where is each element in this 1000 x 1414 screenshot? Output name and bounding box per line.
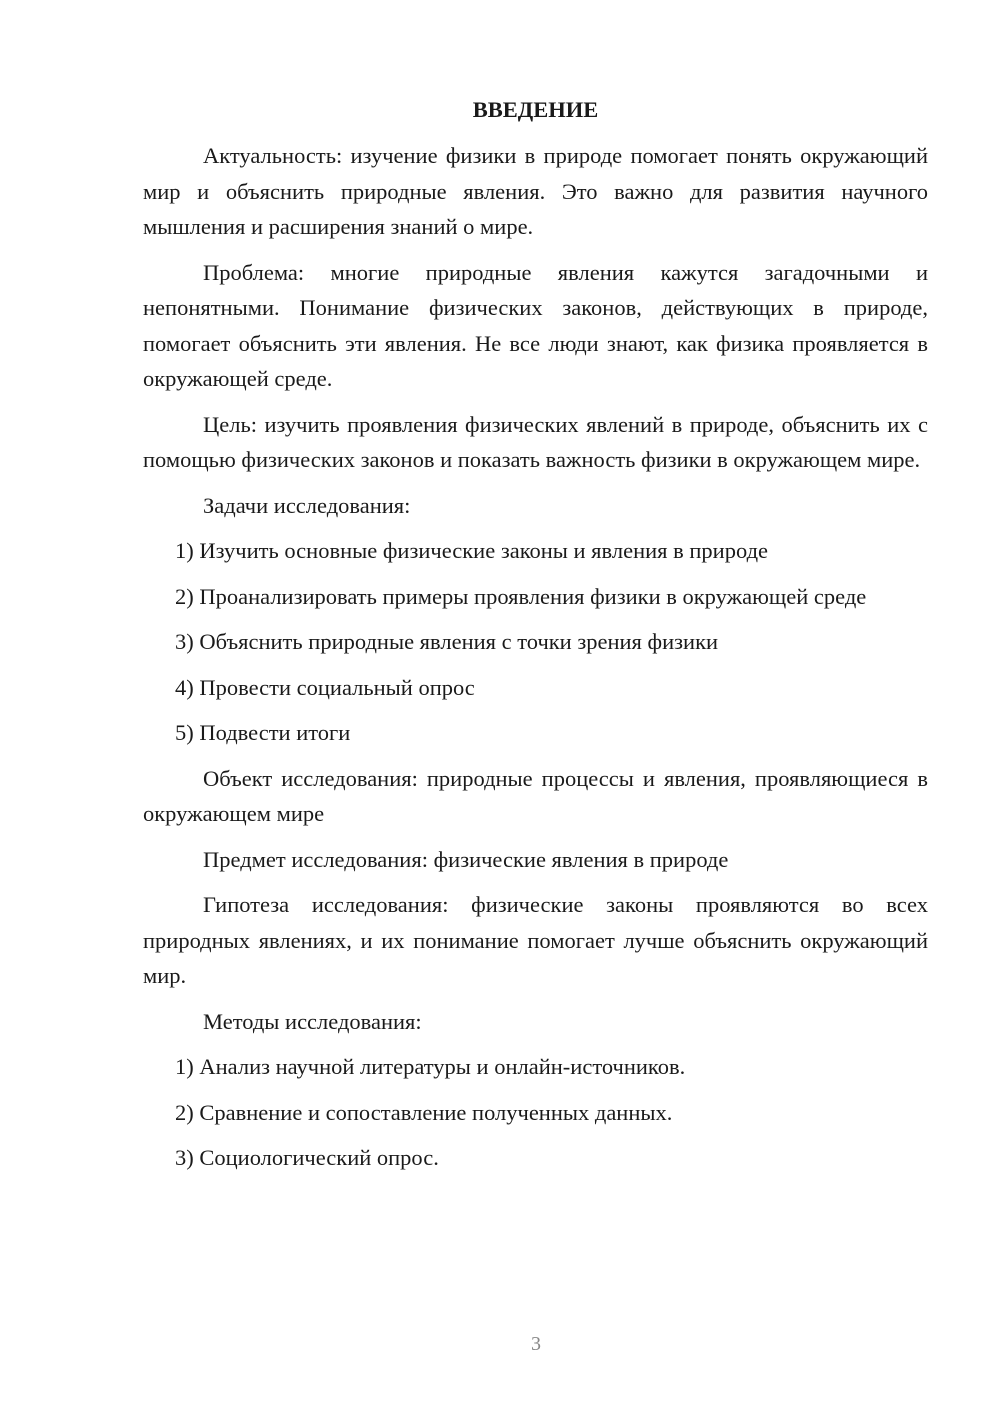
document-body [143, 92, 928, 1186]
page-number: 3 [531, 1333, 541, 1355]
section-title: ВВЕДЕНИЕ [472, 97, 599, 122]
methods-heading: Методы исследования: [203, 1008, 422, 1034]
paragraph-relevance: Актуальность: изучение физики в природе помогает понять окружающий мир и объяснить природные явления. Это важно для развития научного мышления и расширения знаний о мире. [143, 143, 928, 239]
tasks-heading: Задачи исследования: [203, 492, 411, 518]
paragraph-subject: Предмет исследования: физические явления в природе [203, 846, 729, 872]
task-item: 1) Изучить основные физические законы и явления в природе [175, 538, 768, 563]
paragraph-object: Объект исследования: природные процессы и явления, проявляющиеся в окружающем мире [143, 765, 928, 826]
method-item: 3) Социологический опрос. [175, 1145, 439, 1170]
method-item: 2) Сравнение и сопоставление полученных данных. [175, 1099, 673, 1125]
paragraph-problem: Проблема: многие природные явления кажутся загадочными и непонятными. Понимание физических законов, действующих в природе, помогает объяснить эти явления. Не все люди знают, как физика проявляется в окружающей среде. [143, 259, 928, 391]
task-item: 3) Объяснить природные явления с точки зрения физики [175, 629, 719, 654]
task-item: 4) Провести социальный опрос [175, 674, 475, 700]
method-item: 1) Анализ научной литературы и онлайн-источников. [175, 1054, 686, 1079]
paragraph-goal: Цель: изучить проявления физических явлений в природе, объяснить их с помощью физических законов и показать важность физики в окружающем мире. [143, 411, 928, 472]
task-item: 5) Подвести итоги [175, 720, 351, 745]
task-item: 2) Проанализировать примеры проявления физики в окружающей среде [175, 583, 867, 609]
paragraph-hypothesis: Гипотеза исследования: физические законы проявляются во всех природных явлениях, и их понимание помогает лучше объяснить окружающий мир. [143, 892, 928, 988]
